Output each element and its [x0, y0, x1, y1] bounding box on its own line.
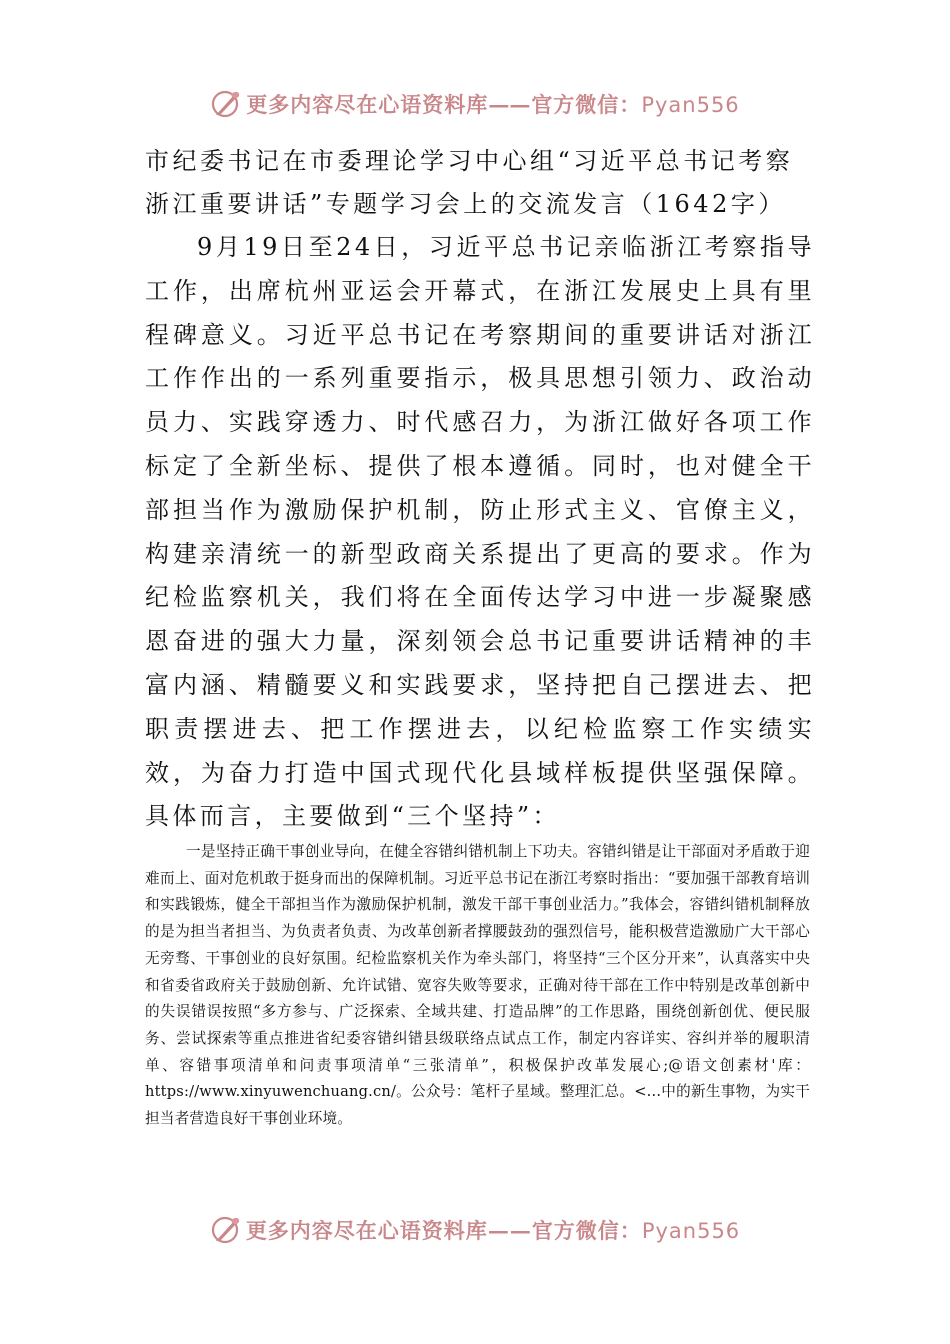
footer-banner-text: 更多内容尽在心语资料库——官方微信：Pyan556 [245, 1218, 741, 1243]
header-wechat-id: Pyan556 [641, 93, 740, 117]
point-one-paragraph: 一是坚持正确干事创业导向，在健全容错纠错机制上下功夫。容错纠错是让干部面对矛盾敢于迎难而上、面对危机敢于挺身而出的保障机制。习近平总书记在浙江考察时指出：“要加强干部教育培训和实践锻炼，健全干部担当作为激励保护机制，激发干部干事创业活力。”我体会，容错纠错机制释放的是为担当者担当、为负责者负责、为改革创新者撑腰鼓劲的强烈信号，能积极营造激励广大干部心无旁骛、干事创业的良好氛围。纪检监察机关作为牵头部门，将坚持“三个区分开来”，认真落实中央和省委省政府关于鼓励创新、允许试错、宽容失败等要求，正确对待干部在工作中特别是改革创新中的失误错误按照“多方参与、广泛探索、全域共建、打造品牌”的工作思路，围绕创新创优、便民服务、尝试探索等重点推进省纪委容错纠错县级联络点试点工作，制定内容详实、容纠并举的履职清单、容错事项清单和问责事项清单“三张清单”，积极保护改革发展心;@语文创素材'库：https://www.xinyuwenchuang.cn/。公众号：笔杆子星域。整理汇总。<...中的新生事物，为实干担当者营造良好干事创业环境。 [145, 843, 810, 1128]
header-banner-text: 更多内容尽在心语资料库——官方微信：Pyan556 [246, 92, 740, 117]
document-title: 市纪委书记在市委理论学习中心组“习近平总书记考察浙江重要讲话”专题学习会上的交流发言（1642字） [145, 147, 794, 218]
header-banner[interactable] [0, 84, 950, 124]
quill-logo-icon [210, 88, 242, 120]
intro-paragraph: 9月19日至24日，习近平总书记亲临浙江考察指导工作，出席杭州亚运会开幕式，在浙江发展史上具有里程碑意义。习近平总书记在考察期间的重要讲话对浙江工作作出的一系列重要指示，极具思想引领力、政治动员力、实践穿透力、时代感召力，为浙江做好各项工作标定了全新坐标、提供了根本遵循。同时，也对健全干部担当作为激励保护机制，防止形式主义、官僚主义，构建亲清统一的新型政商关系提出了更高的要求。作为纪检监察机关，我们将在全面传达学习中进一步凝聚感恩奋进的强大力量，深刻领会总书记重要讲话精神的丰富内涵、精髓要义和实践要求，坚持把自己摆进去、把职责摆进去、把工作摆进去，以纪检监察工作实绩实效，为奋力打造中国式现代化县域样板提供坚强保障。具体而言，主要做到“三个坚持”： [145, 233, 815, 831]
footer-banner[interactable] [0, 1210, 950, 1250]
footer-wechat-id: Pyan556 [641, 1219, 741, 1243]
quill-logo-icon [210, 1214, 242, 1246]
